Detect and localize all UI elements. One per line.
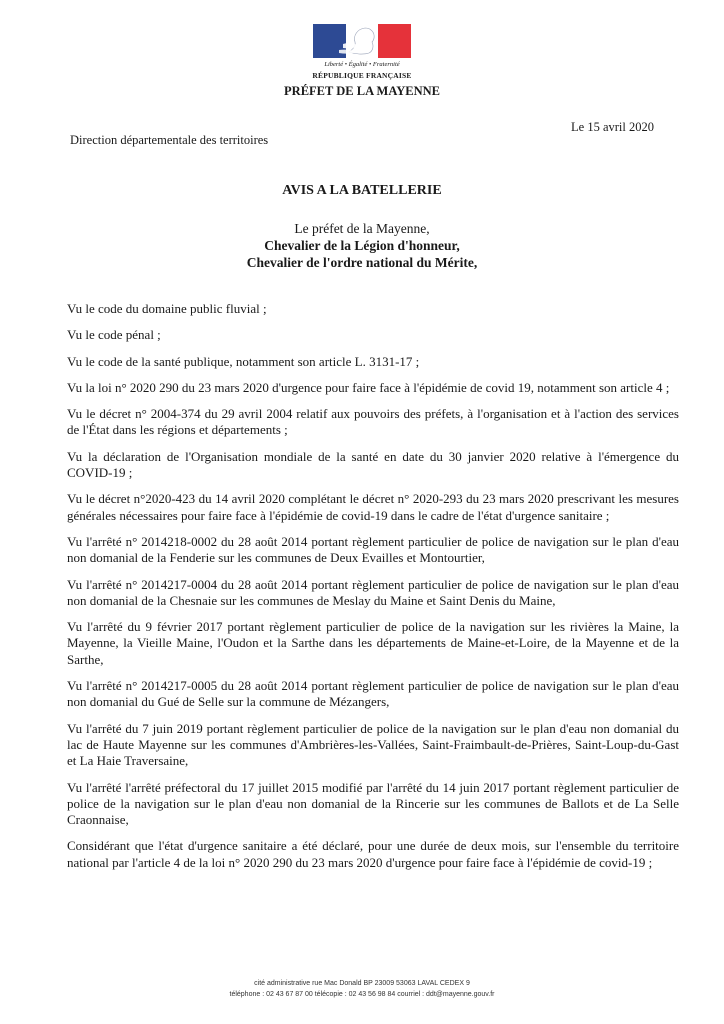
document-body bbox=[67, 301, 679, 881]
considerant-paragraph: Vu la loi n° 2020 290 du 23 mars 2020 d'urgence pour faire face à l'épidémie de covid 19, notamment son article 4 ; bbox=[67, 379, 670, 395]
considerant-paragraph: Vu le code pénal ; bbox=[67, 327, 161, 343]
considerant-paragraph: Vu le décret n° 2004-374 du 29 avril 2004 relatif aux pouvoirs des préfets, à l'organisation et à l'action des services de l'État dans les régions et départements ; bbox=[67, 406, 679, 438]
considerant-paragraph: Vu l'arrêté n° 2014217-0004 du 28 août 2014 portant règlement particulier de police de navigation sur le plan d'eau non domanial de la Chesnaie sur les communes de Meslay du Maine et Saint Denis du Maine, bbox=[67, 576, 679, 608]
marianne-logo-icon bbox=[313, 24, 411, 58]
considerant-paragraph: Vu l'arrêté du 9 février 2017 portant règlement particulier de police de la navigation sur les rivières la Maine, la Mayenne, la Vieille Maine, l'Oudon et la Sarthe dans les départements de Maine-et-Loire, de la Mayenne et de la Sarthe, bbox=[67, 619, 679, 667]
considerant-paragraph: Vu la déclaration de l'Organisation mondiale de la santé en date du 30 janvier 2020 relative à l'émergence du COVID-19 ; bbox=[67, 448, 679, 481]
document-date: Le 15 avril 2020 bbox=[571, 120, 654, 134]
considerant-paragraph: Vu le code de la santé publique, notamment son article L. 3131-17 ; bbox=[67, 353, 420, 369]
republic-motto: Liberté • Égalité • Fraternité bbox=[324, 61, 400, 68]
considerant-paragraph: Vu le code du domaine public fluvial ; bbox=[67, 301, 267, 316]
issuing-direction: Direction départementale des territoires bbox=[70, 133, 269, 147]
prefecture-title: PRÉFET DE LA MAYENNE bbox=[284, 84, 440, 98]
considerant-paragraph: Vu l'arrêté l'arrêté préfectoral du 17 juillet 2015 modifié par l'arrêté du 14 juin 2017 portant règlement particulier de police de la navigation sur le plan d'eau non domanial de la Rincerie sur les communes de Ballots et de La Selle Craonnaise, bbox=[67, 779, 679, 828]
considerant-paragraph: Vu l'arrêté du 7 juin 2019 portant règlement particulier de police de la navigation sur le plan d'eau non domanial du lac de Haute Mayenne sur les communes d'Ambrières-les-Vallées, Saint-Fraimbault-de-Prières, Saint-Loup-du-Gast et La Haie Traversaine, bbox=[67, 720, 679, 769]
authority-line-1: Le préfet de la Mayenne, bbox=[294, 221, 430, 236]
footer-address: cité administrative rue Mac Donald BP 23009 53063 LAVAL CEDEX 9 bbox=[254, 980, 470, 987]
republic-name: RÉPUBLIQUE FRANÇAISE bbox=[312, 71, 412, 80]
considerant-paragraph: Vu le décret n°2020-423 du 14 avril 2020 complétant le décret n° 2020-293 du 23 mars 2020 prescrivant les mesures générales nécessaires pour faire face à l'épidémie de covid-19 dans le cadre de l'état d'urgence sanitaire ; bbox=[67, 491, 679, 523]
document-title: AVIS A LA BATELLERIE bbox=[282, 183, 442, 198]
considerant-paragraph: Considérant que l'état d'urgence sanitaire a été déclaré, pour une durée de deux mois, sur l'ensemble du territoire national par l'article 4 de la loi n° 2020 290 du 23 mars 2020 d'urgence pour faire face à l'épidémie de covid-19 ; bbox=[67, 838, 679, 870]
considerant-paragraph: Vu l'arrêté n° 2014217-0005 du 28 août 2014 portant règlement particulier de police de navigation sur le plan d'eau non domanial du Gué de Selle sur la commune de Mézangers, bbox=[67, 678, 679, 710]
considerant-paragraph: Vu l'arrêté n° 2014218-0002 du 28 août 2014 portant règlement particulier de police de navigation sur le plan d'eau non domanial de la Fenderie sur les communes de Deux Evailles et Montourtier, bbox=[67, 533, 679, 566]
authority-line-3: Chevalier de l'ordre national du Mérite, bbox=[246, 255, 478, 270]
authority-line-2: Chevalier de la Légion d'honneur, bbox=[264, 238, 460, 253]
footer-contact: téléphone : 02 43 67 87 00 télécopie : 02 43 56 98 84 courriel : ddt@mayenne.gouv.fr bbox=[229, 991, 495, 998]
